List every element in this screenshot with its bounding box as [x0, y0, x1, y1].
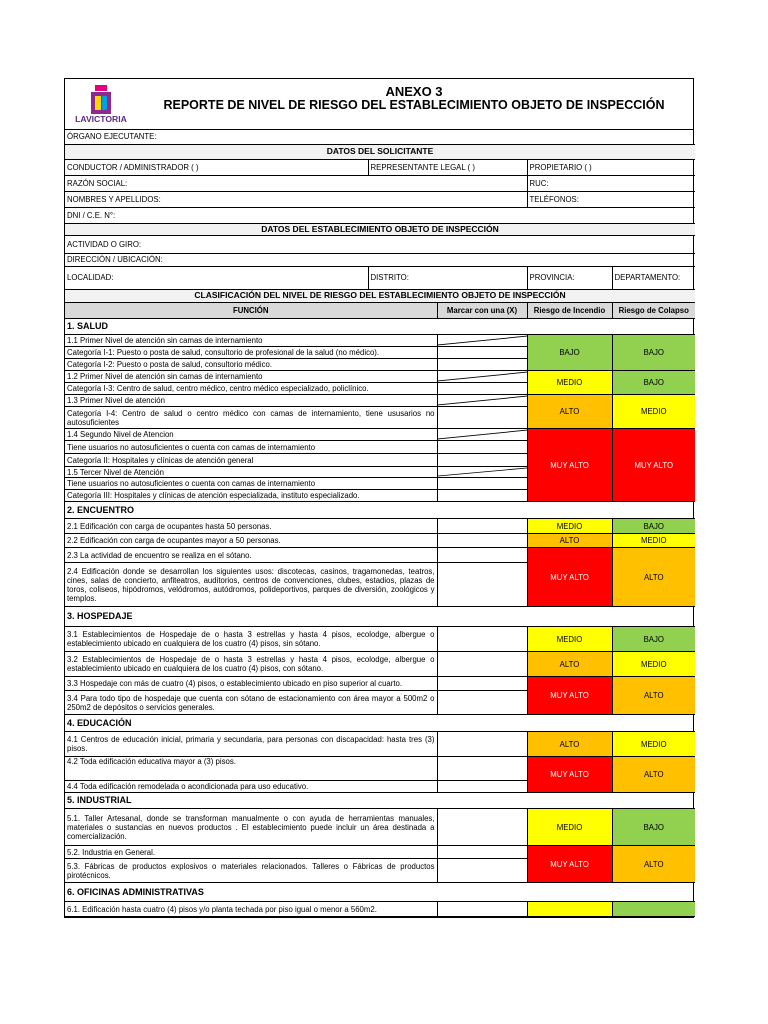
- colapso-3-1: BAJO: [612, 627, 695, 652]
- row-cat-iii: Categoría III: Hospitales y clínicas de atención especializada, instituto especializado.: [65, 490, 437, 502]
- mark-1-5-usuarios[interactable]: [437, 478, 527, 490]
- row-cat-i3: Categoría I-3: Centro de salud, centro médico, centro médico especializado, policlínico.: [65, 383, 437, 395]
- row-1-3: 1.3 Primer Nivel de atención: [65, 395, 437, 407]
- category-salud: 1. SALUD: [65, 319, 695, 335]
- row-2-3: 2.3 La actividad de encuentro se realiza en el sótano.: [65, 548, 437, 563]
- colapso-2-3: ALTO: [612, 548, 695, 607]
- row-5-2: 5.2. Industria en General.: [65, 846, 437, 859]
- municipality-logo: [71, 83, 131, 127]
- row-4-1: 4.1 Centros de educación inicial, primaria y secundaria, para personas con discapacidad: hasta tres (3) pisos.: [65, 732, 437, 757]
- mark-5-3[interactable]: [437, 859, 527, 883]
- colapso-2-2: MEDIO: [612, 534, 695, 548]
- incendio-1-3: ALTO: [527, 395, 612, 429]
- incendio-1-4: MUY ALTO: [527, 429, 612, 502]
- row-1-2: 1.2 Primer Nivel de atención sin camas de internamiento: [65, 371, 437, 383]
- row-cat-ii: Categoría II: Hospitales y clínicas de atención general: [65, 454, 437, 467]
- colapso-1-4: MUY ALTO: [612, 429, 695, 502]
- mark-cat-ii[interactable]: [437, 454, 527, 467]
- ruc-field[interactable]: RUC:: [527, 175, 695, 191]
- row-2-4: 2.4 Edificación donde se desarrollan los siguientes usos: discotecas, casinos, tragamonedas, teatros, cines, salas de concierto, anfiteatros, auditorios, centros de convenciones, clubes, estadios, plazas de toros, coliseos, hipódromos, velódromos, autódromos, polideportivos, parques de diversión, zoológicos y templos.: [65, 563, 437, 607]
- actividad-field[interactable]: ACTIVIDAD O GIRO:: [65, 235, 695, 253]
- mark-3-3[interactable]: [437, 677, 527, 691]
- mark-5-2[interactable]: [437, 846, 527, 859]
- report-title: REPORTE DE NIVEL DE RIESGO DEL ESTABLECIMIENTO OBJETO DE INSPECCIÓN: [163, 98, 665, 112]
- row-3-3: 3.3 Hospedaje con más de cuatro (4) pisos, o establecimiento ubicado en piso superior al cuarto.: [65, 677, 437, 691]
- mark-cat-i3[interactable]: [437, 383, 527, 395]
- category-oficinas: 6. OFICINAS ADMINISTRATIVAS: [65, 883, 695, 902]
- incendio-3-1: MEDIO: [527, 627, 612, 652]
- row-1-4-usuarios: Tiene usuarios no autosuficientes o cuenta con camas de internamiento: [65, 441, 437, 454]
- category-hospedaje: 3. HOSPEDAJE: [65, 607, 695, 627]
- mark-4-4[interactable]: [437, 781, 527, 793]
- solicitante-heading: DATOS DEL SOLICITANTE: [65, 144, 695, 159]
- row-3-1: 3.1 Establecimientos de Hospedaje de o hasta 3 estrellas y hasta 4 pisos, ecolodge, albergue o establecimiento ubicado en cualquiera de los cuatro (4) pisos, sin sótano.: [65, 627, 437, 652]
- distrito-field[interactable]: DISTRITO:: [368, 266, 527, 289]
- annex-title: ANEXO 3: [385, 84, 443, 99]
- form-header: [65, 79, 693, 130]
- incendio-4-2: MUY ALTO: [527, 757, 612, 793]
- mark-3-2[interactable]: [437, 652, 527, 677]
- mark-4-1[interactable]: [437, 732, 527, 757]
- mark-cat-i1[interactable]: [437, 347, 527, 359]
- row-1-5: 1.5 Tercer Nivel de Atención: [65, 467, 437, 478]
- propietario-field[interactable]: PROPIETARIO ( ): [527, 159, 695, 175]
- clasificacion-heading: CLASIFICACIÓN DEL NIVEL DE RIESGO DEL ESTABLECIMIENTO OBJETO DE INSPECCIÓN: [65, 290, 695, 303]
- mark-6-1[interactable]: [437, 902, 527, 917]
- row-5-3: 5.3. Fábricas de productos explosivos o materiales relacionados. Talleres o Fábricas de productos pirotécnicos.: [65, 859, 437, 883]
- colapso-2-1: BAJO: [612, 519, 695, 534]
- incendio-4-1: ALTO: [527, 732, 612, 757]
- colapso-4-2: ALTO: [612, 757, 695, 793]
- mark-3-4[interactable]: [437, 691, 527, 715]
- provincia-field[interactable]: PROVINCIA:: [527, 266, 612, 289]
- incendio-3-2: ALTO: [527, 652, 612, 677]
- mark-cat-iii[interactable]: [437, 490, 527, 502]
- colapso-4-1: MEDIO: [612, 732, 695, 757]
- row-1-5-usuarios: Tiene usuarios no autosuficientes o cuenta con camas de internamiento: [65, 478, 437, 490]
- funcion-header: FUNCIÓN: [65, 303, 437, 319]
- nombres-field[interactable]: NOMBRES Y APELLIDOS:: [65, 191, 527, 207]
- annex-form: [64, 78, 694, 918]
- establecimiento-heading: DATOS DEL ESTABLECIMIENTO OBJETO DE INSPECCIÓN: [65, 223, 695, 235]
- mark-1-2[interactable]: [437, 371, 527, 383]
- applicant-table: [65, 130, 695, 290]
- colapso-header: Riesgo de Colapso: [612, 303, 695, 319]
- mark-1-1[interactable]: [437, 335, 527, 347]
- telefonos-field[interactable]: TELÉFONOS:: [527, 191, 695, 207]
- incendio-5-1: MEDIO: [527, 809, 612, 846]
- incendio-2-3: MUY ALTO: [527, 548, 612, 607]
- incendio-2-1: MEDIO: [527, 519, 612, 534]
- mark-1-4-usuarios[interactable]: [437, 441, 527, 454]
- incendio-3-3: MUY ALTO: [527, 677, 612, 715]
- colapso-5-1: BAJO: [612, 809, 695, 846]
- row-5-1: 5.1. Taller Artesanal, donde se transforman manualmente o con ayuda de herramientas manuales, materiales o sustancias en nuevos productos . El establecimiento puede incluir un área destinada a comercialización.: [65, 809, 437, 846]
- colapso-1-3: MEDIO: [612, 395, 695, 429]
- category-industrial: 5. INDUSTRIAL: [65, 793, 695, 809]
- razon-social-field[interactable]: RAZÓN SOCIAL:: [65, 175, 527, 191]
- category-encuentro: 2. ENCUENTRO: [65, 502, 695, 519]
- incendio-1-1: BAJO: [527, 335, 612, 371]
- row-cat-i4: Categoría I-4: Centro de salud o centro médico con camas de internamiento, tiene ususarios no autosuficientes: [65, 407, 437, 429]
- mark-2-2[interactable]: [437, 534, 527, 548]
- row-2-2: 2.2 Edificación con carga de ocupantes mayor a 50 personas.: [65, 534, 437, 548]
- colapso-3-2: MEDIO: [612, 652, 695, 677]
- row-cat-i1: Categoría I-1: Puesto o posta de salud, consultorio de profesional de la salud (no médico).: [65, 347, 437, 359]
- row-3-2: 3.2 Establecimientos de Hospedaje de o hasta 3 estrellas y hasta 4 pisos, ecolodge, albergue o establecimiento ubicado en cualquiera de los cuatro (4) pisos, con sótano.: [65, 652, 437, 677]
- mark-4-2[interactable]: [437, 757, 527, 781]
- mark-3-1[interactable]: [437, 627, 527, 652]
- conductor-field[interactable]: CONDUCTOR / ADMINISTRADOR ( ): [65, 159, 368, 175]
- direccion-field[interactable]: DIRECCIÓN / UBICACIÓN:: [65, 253, 695, 266]
- row-cat-i2: Categoría I-2: Puesto o posta de salud, consultorio médico.: [65, 359, 437, 371]
- departamento-field[interactable]: DEPARTAMENTO:: [612, 266, 695, 289]
- mark-cat-i4[interactable]: [437, 407, 527, 429]
- incendio-5-2: MUY ALTO: [527, 846, 612, 883]
- representante-field[interactable]: REPRESENTANTE LEGAL ( ): [368, 159, 527, 175]
- mark-1-4[interactable]: [437, 429, 527, 441]
- marcar-header: Marcar con una (X): [437, 303, 527, 319]
- mark-cat-i2[interactable]: [437, 359, 527, 371]
- row-6-1: 6.1. Edificación hasta cuatro (4) pisos y/o planta techada por piso igual o menor a 560m2.: [65, 902, 437, 917]
- dni-field[interactable]: DNI / C.E. N°:: [65, 207, 695, 223]
- mark-1-3[interactable]: [437, 395, 527, 407]
- row-1-1: 1.1 Primer Nivel de atención sin camas de internamiento: [65, 335, 437, 347]
- row-3-4: 3.4 Para todo tipo de hospedaje que cuenta con sótano de estacionamiento con área mayor a 500m2 o 250m2 de depósitos o servicios generales.: [65, 691, 437, 715]
- risk-classification-table: [65, 290, 695, 918]
- colapso-5-2: ALTO: [612, 846, 695, 883]
- mark-1-5[interactable]: [437, 467, 527, 478]
- organo-field[interactable]: ÓRGANO EJECUTANTE:: [65, 130, 695, 144]
- localidad-field[interactable]: LOCALIDAD:: [65, 266, 368, 289]
- colapso-3-3: ALTO: [612, 677, 695, 715]
- row-1-4: 1.4 Segundo Nivel de Atencion: [65, 429, 437, 441]
- incendio-header: Riesgo de Incendio: [527, 303, 612, 319]
- row-4-2: 4.2 Toda edificación educativa mayor a (3) pisos.: [65, 757, 437, 781]
- row-4-4: 4.4 Toda edificación remodelada o acondicionada para uso educativo.: [65, 781, 437, 793]
- incendio-6-1: [527, 902, 612, 917]
- colapso-1-2: BAJO: [612, 371, 695, 395]
- mark-2-1[interactable]: [437, 519, 527, 534]
- row-2-1: 2.1 Edificación con carga de ocupantes hasta 50 personas.: [65, 519, 437, 534]
- mark-5-1[interactable]: [437, 809, 527, 846]
- colapso-6-1: [612, 902, 695, 917]
- category-educacion: 4. EDUCACIÓN: [65, 715, 695, 732]
- svg-text:LAVICTORIA: LAVICTORIA: [75, 114, 127, 124]
- incendio-1-2: MEDIO: [527, 371, 612, 395]
- mark-2-3[interactable]: [437, 548, 527, 563]
- colapso-1-1: BAJO: [612, 335, 695, 371]
- incendio-2-2: ALTO: [527, 534, 612, 548]
- mark-2-4[interactable]: [437, 563, 527, 607]
